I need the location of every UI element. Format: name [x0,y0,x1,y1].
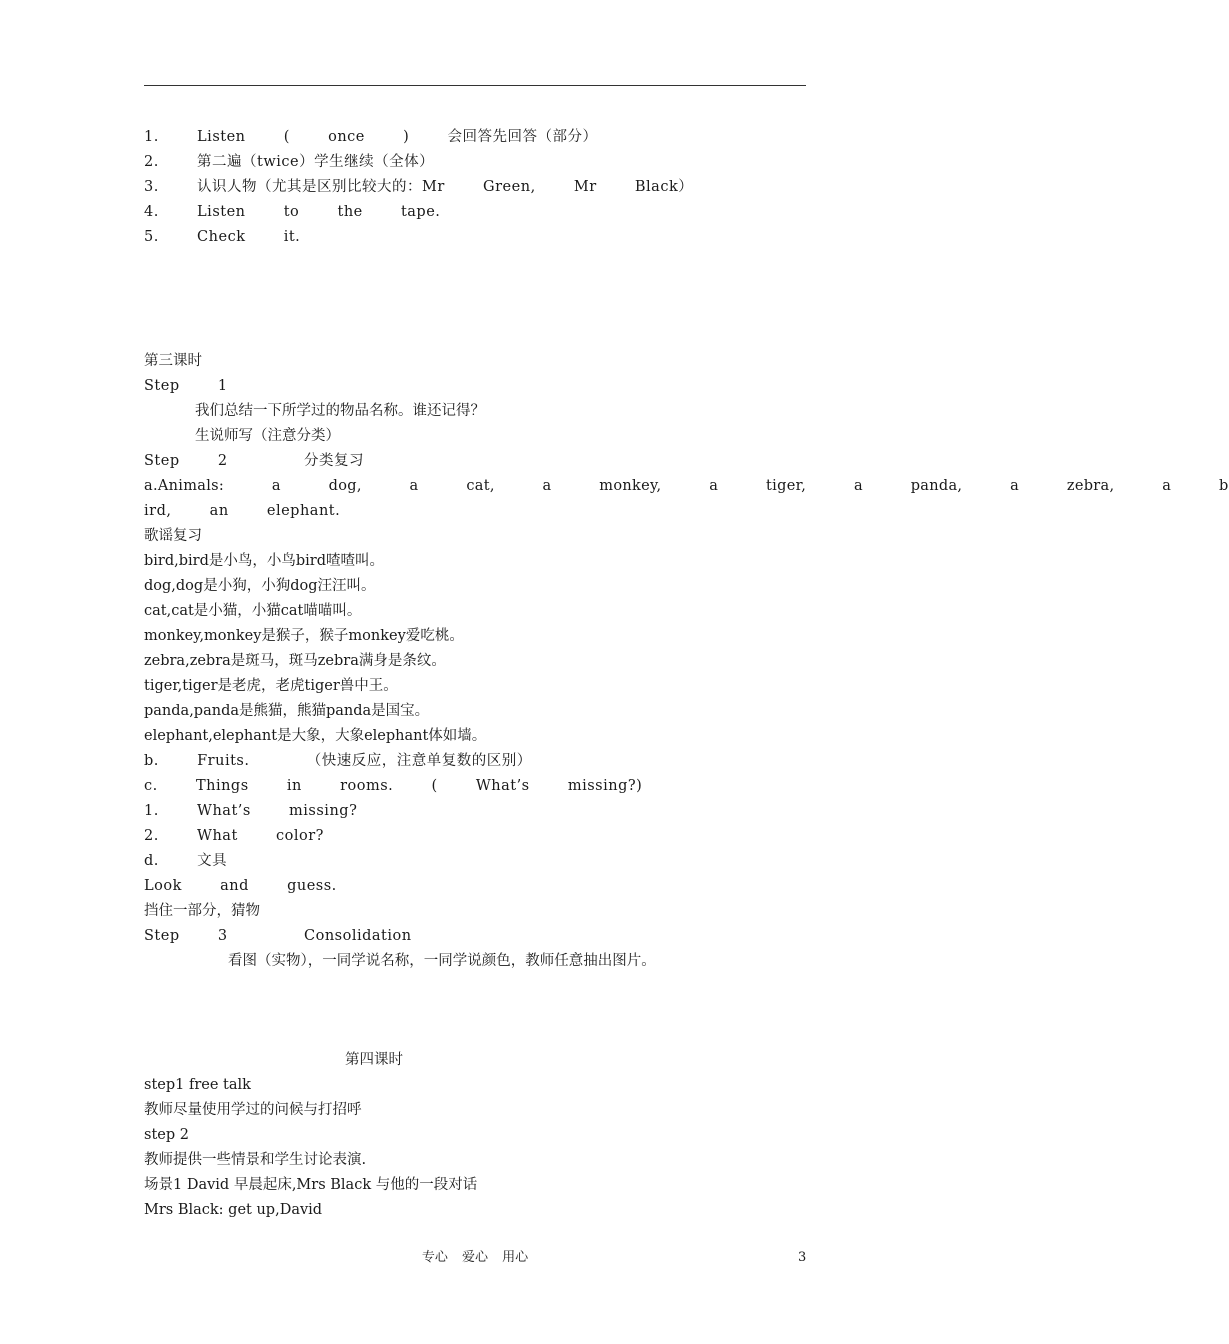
things-line: c. Things in rooms. ( What’s missing?) [144,778,643,794]
question-line: 1. What’s missing? [144,803,358,819]
list-item: 5. Check it. [144,229,301,245]
rhyme-line: cat,cat是小猫，小猫cat喵喵叫。 [144,603,362,619]
step1-text: 教师尽量使用学过的问候与打招呼 [144,1102,362,1118]
step2-heading: Step 2 分类复习 [144,453,365,469]
dialogue-line: Mrs Black: get up,David [144,1202,323,1218]
rhyme-line: bird,bird是小鸟，小鸟bird喳喳叫。 [144,553,385,569]
fruits-line: b. Fruits. （快速反应，注意单复数的区别） [144,753,532,769]
rhyme-line: panda,panda是熊猫，熊猫panda是国宝。 [144,703,430,719]
animals-line: ird, an elephant. [144,503,341,519]
question-line: 2. What color? [144,828,324,844]
cover-line: 挡住一部分，猜物 [144,903,260,919]
stationery-line: d. 文具 [144,853,228,869]
list-item: 2. 第二遍（twice）学生继续（全体） [144,154,435,170]
header-rule [144,85,806,86]
scene-line: 场景1 David 早晨起床,Mrs Black 与他的一段对话 [144,1177,478,1193]
animals-line: a.Animals: a dog, a cat, a monkey, a tiger, a panda, a zebra, a b [144,478,1229,494]
list-item: 4. Listen to the tape. [144,204,441,220]
lesson4-title: 第四课时 [345,1052,403,1068]
rhyme-line: tiger,tiger是老虎，老虎tiger兽中王。 [144,678,398,694]
step3-heading: Step 3 Consolidation [144,928,412,944]
rhyme-title: 歌谣复习 [144,528,202,544]
list-item: 1. Listen ( once ) 会回答先回答（部分） [144,129,598,145]
step3-text: 看图（实物），一同学说名称，一同学说颜色，教师任意抽出图片。 [228,953,656,969]
page-number: 3 [798,1250,807,1265]
rhyme-line: elephant,elephant是大象，大象elephant体如墙。 [144,728,487,744]
step1-text: 我们总结一下所学过的物品名称。谁还记得？ [195,403,485,419]
list-item: 3. 认识人物（尤其是区别比较大的：Mr Green, Mr Black） [144,179,694,195]
rhyme-line: monkey,monkey是猴子，猴子monkey爱吃桃。 [144,628,464,644]
rhyme-line: dog,dog是小狗，小狗dog汪汪叫。 [144,578,376,594]
step2-heading: step 2 [144,1127,189,1143]
look-guess-line: Look and guess. [144,878,337,894]
page-footer: 专心 爱心 用心 [421,1250,529,1265]
step1-text: 生说师写（注意分类） [195,428,340,444]
step1-heading: step1 free talk [144,1077,251,1093]
rhyme-line: zebra,zebra是斑马，斑马zebra满身是条纹。 [144,653,446,669]
lesson3-title: 第三课时 [144,353,202,369]
step2-text: 教师提供一些情景和学生讨论表演. [144,1152,367,1168]
step1-heading: Step 1 [144,378,228,394]
